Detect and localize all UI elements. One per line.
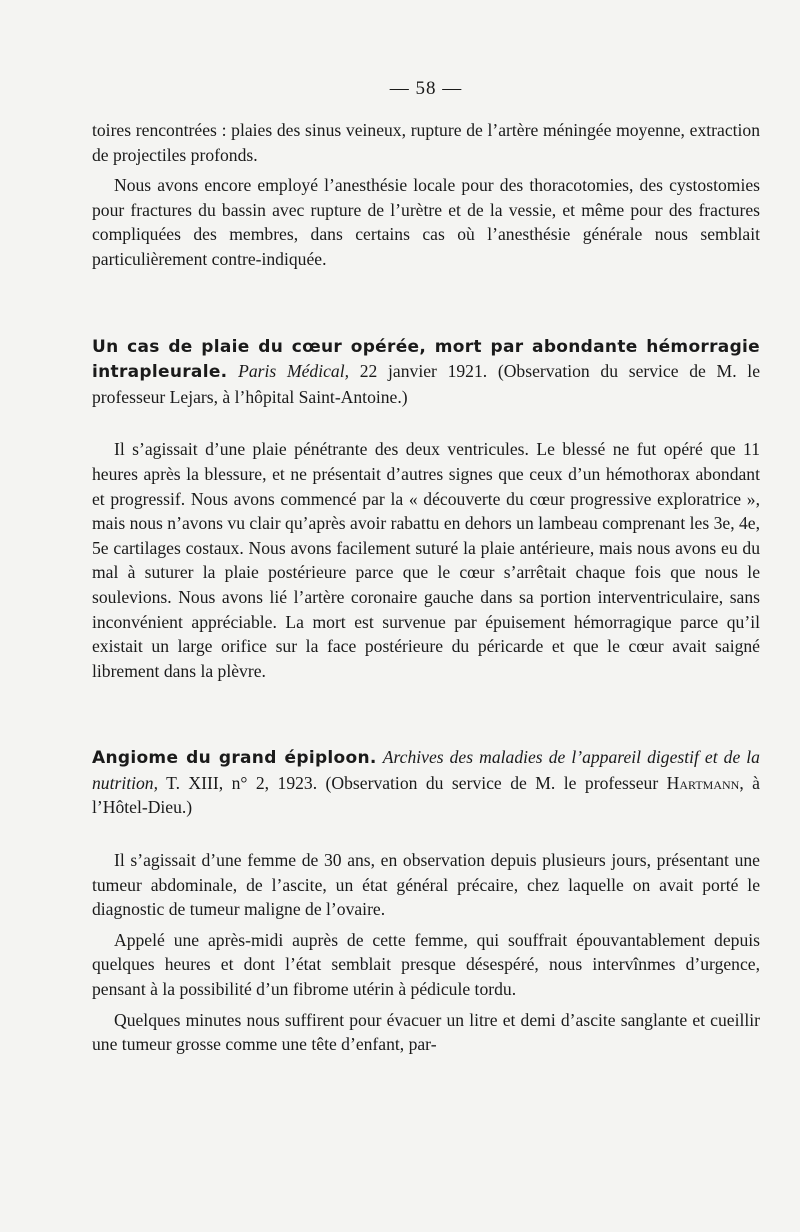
- page-number: — 58 —: [389, 78, 463, 99]
- intro-paragraph-2: Nous avons encore employé l’anesthésie locale pour des thoracotomies, des cystostomies pour fractures du bassin avec rupture de l’urètre et de la vessie, et même pour des fractures compliquées des membres, dans certains cas où l’anesthésie générale nous semblait particulièrement contre-indiquée.: [92, 175, 760, 269]
- citation-details: 22 janvier 1921. (Observation du service de M. le professeur Lejars, à l’hôpital Saint-Antoine.): [92, 361, 760, 407]
- section1-body: Il s’agissait d’une plaie pénétrante des deux ventricules. Le blessé ne fut opéré que 11 heures après la blessure, et ne présentait d’autres signes que ceux d’un hémothorax abondant et progressif. Nous avons commencé par la « découverte du cœur progressive exploratrice », mais nous n’avons vu clair qu’après avoir rabattu en dehors un lambeau comprenant les 3e, 4e, 5e cartilages costaux. Nous avons facilement suturé la plaie antérieure, mais nous avons eu du mal à suturer la plaie postérieure parce que le cœur s’arrêtait chaque fois que nous le soulevions. Nous avons lié l’artère coronaire gauche dans sa portion interventriculaire, sans inconvénient appréciable. La mort est survenue par épuisement hémorragique parce qu’il existait un large orifice sur la face postérieure du péricarde et que le cœur avait saigné librement dans la plèvre.: [92, 439, 760, 681]
- section2-paragraph-2: Appelé une après-midi auprès de cette femme, qui souffrait épouvantablement depuis quelques heures et dont l’état semblait presque désespéré, nous intervînmes d’urgence, pensant à la possibilité d’un fibrome utérin à pédicule tordu.: [92, 929, 760, 1000]
- section2-paragraph-1: Il s’agissait d’une femme de 30 ans, en observation depuis plusieurs jours, présentant une tumeur abdominale, de l’ascite, un état général précaire, chez laquelle on avait porté le diagnostic de tumeur maligne de l’ovaire.: [92, 850, 760, 920]
- document-page: [92, 78, 760, 1057]
- section-heading-1: [92, 334, 760, 410]
- journal-name: Paris Médical,: [238, 361, 350, 382]
- section2-paragraph-3: Quelques minutes nous suffirent pour évacuer un litre et demi d’ascite sanglante et cueillir une tumeur grosse comme une tête d’enfant, par-: [92, 1009, 760, 1055]
- citation-end: , à l’Hôtel-Dieu.): [92, 772, 760, 818]
- intro-paragraph-1: toires rencontrées : plaies des sinus veineux, rupture de l’artère méningée moyenne, extraction de projectiles profonds.: [92, 120, 760, 165]
- section-title: Un cas de plaie du cœur opérée, mort par abondante hémorragie intrapleurale.: [92, 336, 760, 383]
- section-title: Angiome du grand épiploon.: [92, 748, 377, 769]
- section-heading-2: [92, 745, 760, 820]
- surgeon-name: Hartmann: [666, 772, 740, 793]
- citation-details: T. XIII, n° 2, 1923. (Observation du service de M. le professeur: [166, 772, 659, 793]
- journal-name: Archives des maladies de l’appareil digestif et de la nutrition,: [92, 747, 760, 793]
